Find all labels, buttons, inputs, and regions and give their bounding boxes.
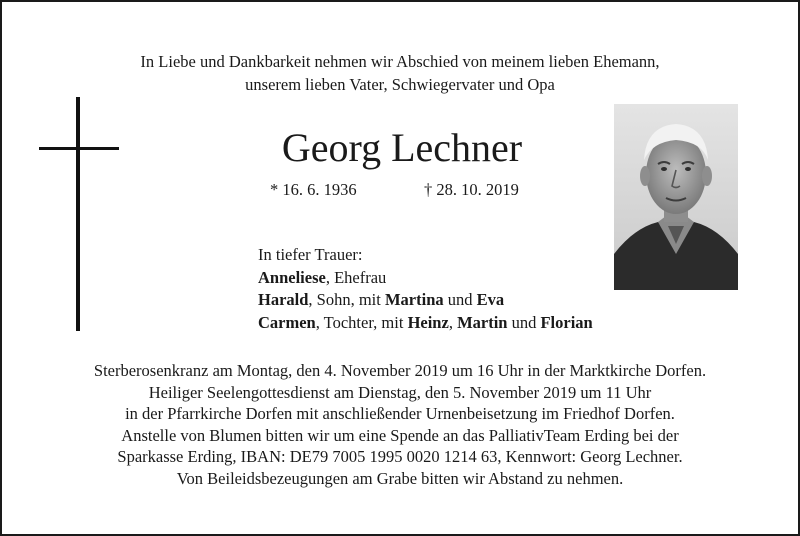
details-line: in der Pfarrkirche Dorfen mit anschließender Urnenbeisetzung im Friedhof Dorfen. <box>125 404 675 423</box>
mourner-name: Anneliese <box>258 267 326 287</box>
mourner-line <box>258 312 593 335</box>
details-line: Sterberosenkranz am Montag, den 4. November 2019 um 16 Uhr in der Marktkirche Dorfen. <box>93 361 707 380</box>
mourner-name: Carmen <box>258 312 316 332</box>
intro-line: unserem lieben Vater, Schwiegervater und Opa <box>245 75 555 94</box>
mourner-relation: , Sohn, mit <box>308 290 385 309</box>
details-line: Anstelle von Blumen bitten wir um eine Spende an das PalliativTeam Erding bei der <box>121 425 679 445</box>
mourner-relation: , Ehefrau <box>325 267 387 287</box>
mourner-name: Martina <box>384 290 444 309</box>
mourner-separator: , <box>448 312 458 332</box>
mourner-name: Eva <box>476 290 505 309</box>
details-line: Von Beileidsbezeugungen am Grabe bitten wir Abstand zu nehmen. <box>176 468 624 488</box>
mourners-list <box>258 244 593 334</box>
intro-line: In Liebe und Dankbarkeit nehmen wir Abschied von meinem lieben Ehemann, <box>140 52 660 71</box>
mourner-name: Heinz <box>407 312 449 332</box>
deceased-name: Georg Lechner <box>281 125 523 170</box>
mourner-name: Martin <box>457 312 508 332</box>
portrait-photo <box>614 104 738 290</box>
mourner-name: Harald <box>258 290 309 309</box>
mourners-heading: In tiefer Trauer: <box>258 245 363 264</box>
mourner-name: Florian <box>540 312 593 332</box>
funeral-details <box>2 360 798 489</box>
mourner-line <box>258 289 593 312</box>
death-date: † 28. 10. 2019 <box>424 180 519 199</box>
mourner-relation: , Tochter, mit <box>315 312 408 332</box>
birth-date: * 16. 6. 1936 <box>270 180 357 199</box>
details-line: Sparkasse Erding, IBAN: DE79 7005 1995 0020 1214 63, Kennwort: Georg Lechner. <box>117 447 683 466</box>
mourner-conjunction: und <box>507 312 541 332</box>
details-line: Heiliger Seelengottesdienst am Dienstag, den 5. November 2019 um 11 Uhr <box>148 382 652 402</box>
mourner-conjunction: und <box>443 290 477 309</box>
portrait-image <box>614 104 738 290</box>
mourner-line <box>258 267 593 290</box>
intro-text <box>2 50 798 96</box>
